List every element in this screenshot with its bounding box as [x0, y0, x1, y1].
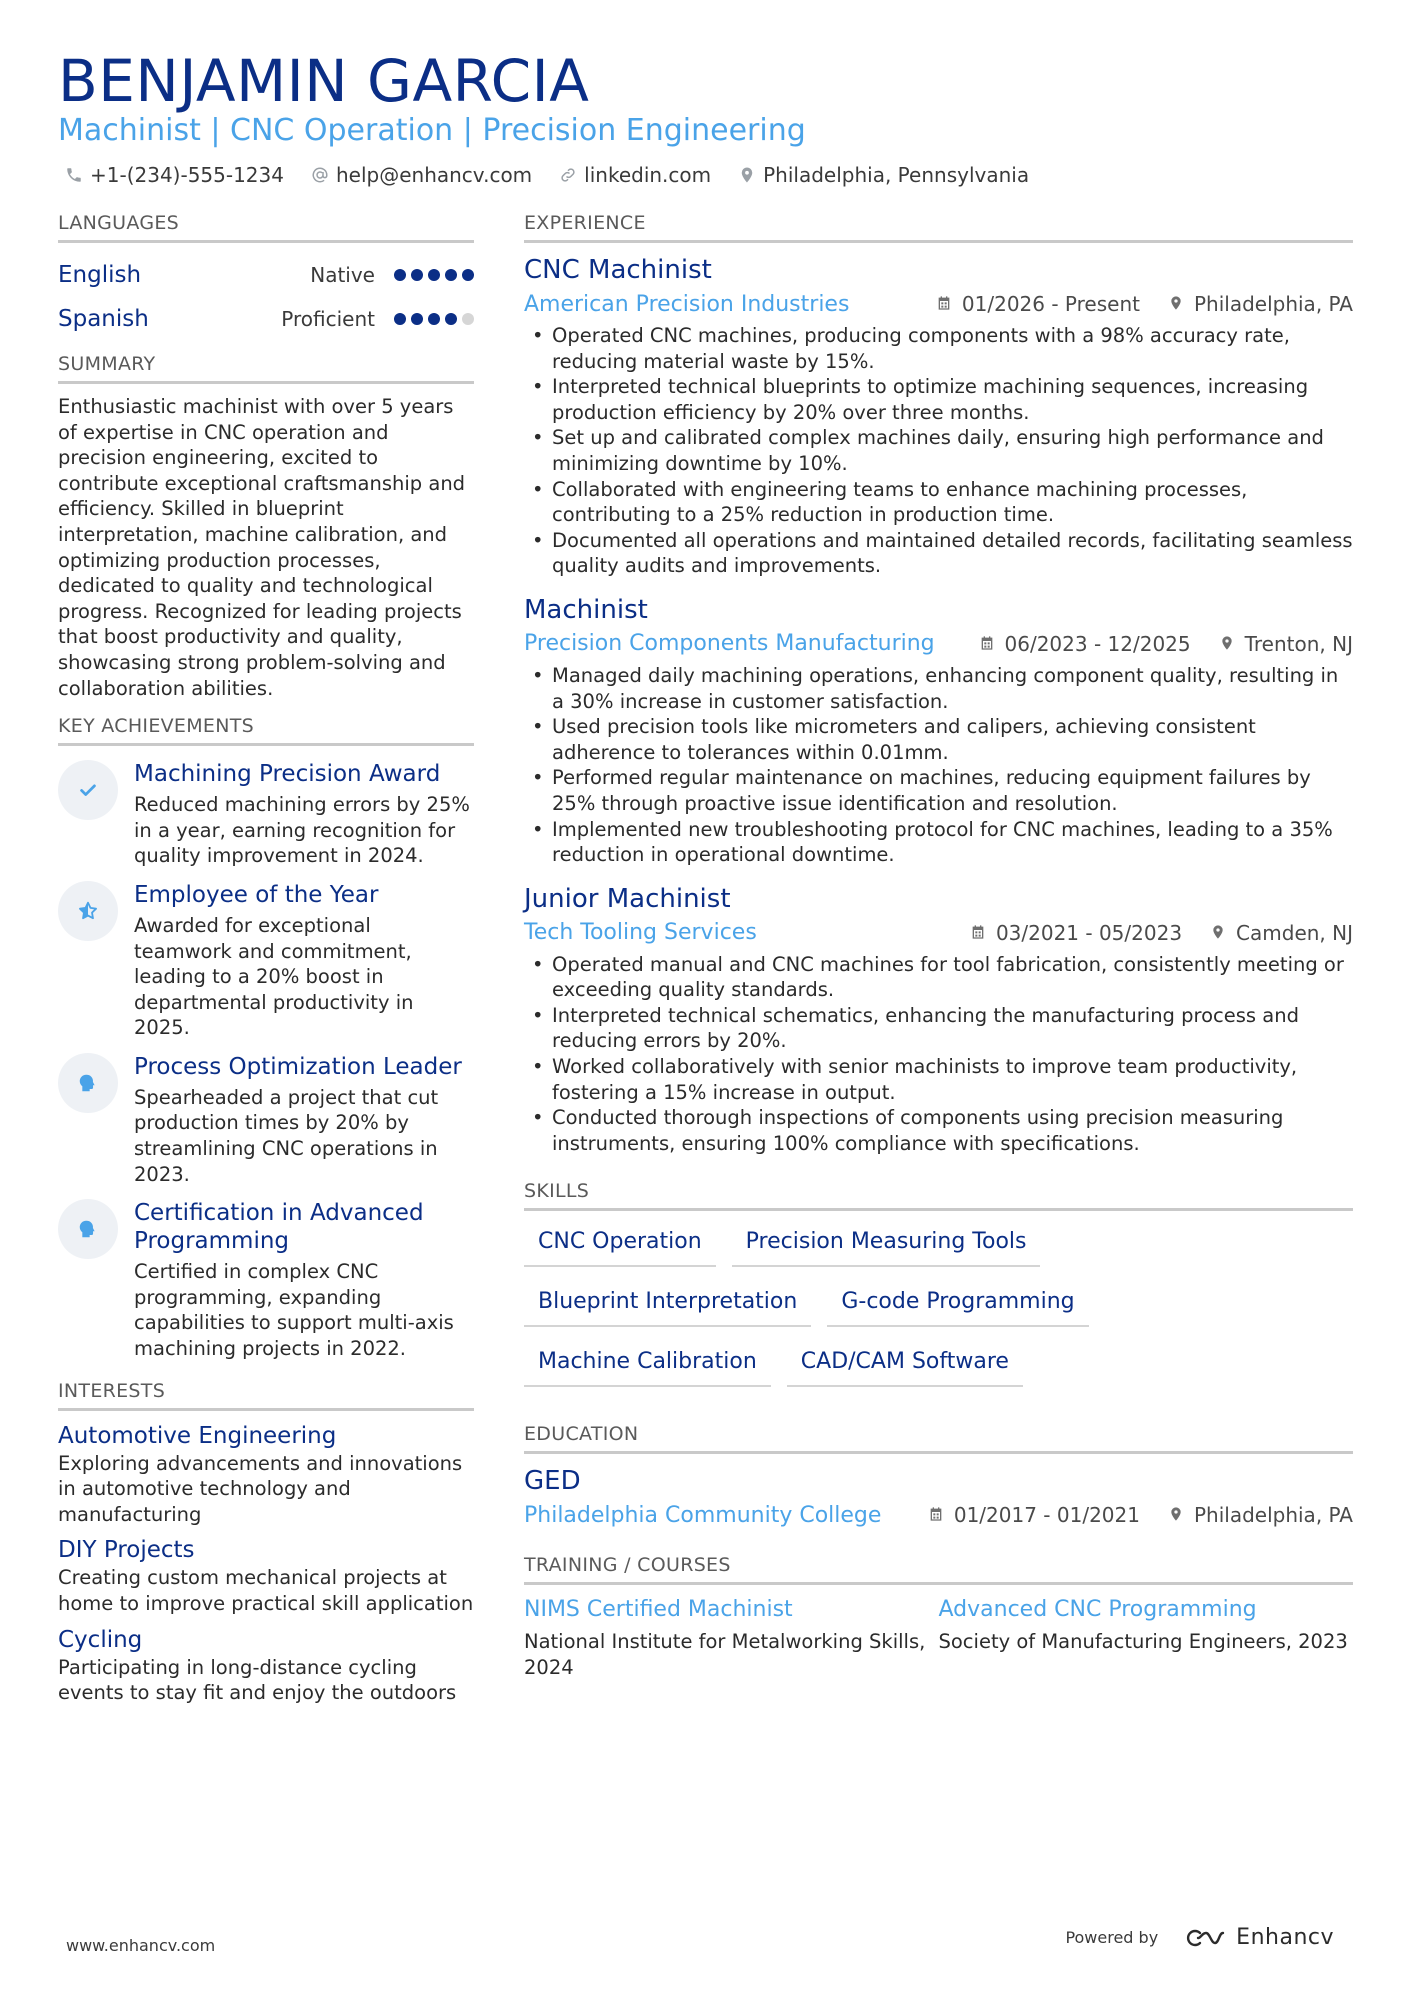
job-title: CNC Machinist [524, 255, 712, 285]
language-level: Proficient [281, 307, 375, 331]
interest-title: Automotive Engineering [58, 1422, 337, 1449]
experience-heading: EXPERIENCE [524, 212, 1353, 243]
job-bullets [524, 663, 1353, 868]
job-dates-text: 01/2026 - Present [961, 292, 1140, 316]
job-entry [524, 253, 1353, 579]
rating-dot [445, 313, 457, 325]
check-icon [58, 760, 118, 820]
job-bullet: • Operated manual and CNC machines for tool fabrication, consistently meeting or exceeding quality standards. [524, 952, 1353, 1003]
contact-location-text: Philadelphia, Pennsylvania [763, 163, 1030, 187]
language-name: Spanish [58, 306, 149, 332]
calendar-icon [928, 1506, 946, 1524]
training-desc: National Institute for Metalworking Skills, 2024 [524, 1630, 926, 1680]
interest-desc: Creating custom mechanical projects at home to improve practical skill application [58, 1566, 474, 1615]
job-bullet: • Conducted thorough inspections of components using precision measuring instruments, ensuring 100% compliance with specifications. [524, 1105, 1353, 1156]
education-dates [928, 1503, 1140, 1527]
achievement-item [58, 881, 474, 1041]
star-icon [58, 881, 118, 941]
languages-list [58, 253, 474, 341]
skill-tag: Precision Measuring Tools [732, 1221, 1041, 1267]
education-degree: GED [524, 1466, 581, 1497]
job-title: Junior Machinist [524, 883, 731, 914]
skill-tag: G-code Programming [827, 1281, 1088, 1327]
brain-icon [58, 1053, 118, 1113]
location-icon [737, 165, 757, 185]
job-bullet: • Worked collaboratively with senior machinists to improve team productivity, fostering a 15% increase in output. [524, 1054, 1353, 1105]
training-item [939, 1595, 1354, 1680]
rating-dot [462, 269, 474, 281]
location-icon [1168, 295, 1186, 313]
rating-dot [445, 269, 457, 281]
education-school: Philadelphia Community College [524, 1502, 882, 1528]
job-dates-text: 03/2021 - 05/2023 [995, 920, 1183, 945]
language-name: English [58, 262, 142, 288]
job-bullets [524, 323, 1353, 579]
interest-item [58, 1421, 474, 1528]
contact-email[interactable] [310, 163, 532, 187]
achievement-desc: Reduced machining errors by 25% in a year, earning recognition for quality improvement in 2024. [134, 793, 470, 868]
skill-tag: Machine Calibration [524, 1341, 771, 1387]
calendar-icon [970, 924, 988, 942]
contact-email-text: help@enhancv.com [335, 163, 533, 187]
achievement-item [58, 760, 474, 869]
achievements-list [58, 760, 474, 1362]
job-company: Tech Tooling Services [524, 920, 757, 946]
achievement-desc: Certified in complex CNC programming, expanding capabilities to support multi-axis machining projects in 2022. [134, 1260, 454, 1361]
skills-heading: SKILLS [524, 1180, 1353, 1211]
job-bullet: • Used precision tools like micrometers and calipers, achieving consistent adherence to tolerances within 0.01mm. [524, 714, 1353, 765]
job-dates [970, 921, 1182, 945]
job-title: Machinist [524, 594, 648, 625]
enhancv-logo-icon [1182, 1926, 1228, 1950]
education-dates-text: 01/2017 - 01/2021 [953, 1503, 1140, 1528]
job-meta [524, 627, 1353, 661]
calendar-icon [936, 295, 954, 313]
education-location-text: Philadelphia, PA [1193, 1503, 1353, 1528]
link-icon [558, 165, 578, 185]
location-icon [1210, 924, 1228, 942]
interest-title: Cycling [58, 1626, 143, 1653]
rating-dot [394, 269, 406, 281]
rating-dot [428, 313, 440, 325]
language-item [58, 297, 474, 341]
education-meta [524, 1498, 1353, 1532]
language-rating [389, 269, 474, 281]
achievement-item [58, 1199, 474, 1361]
job-entry [524, 593, 1353, 868]
training-item [524, 1595, 939, 1680]
job-bullet: • Performed regular maintenance on machines, reducing equipment failures by 25% through proactive issue identification and resolution. [524, 765, 1353, 816]
rating-dot [411, 313, 423, 325]
rating-dot [394, 313, 406, 325]
rating-dot [411, 269, 423, 281]
summary-text: Enthusiastic machinist with over 5 years of expertise in CNC operation and precision engineering, excited to contribute exceptional craftsmanship and efficiency. Skilled in blueprint interpretation, machine calibration, and optimizing production processes, dedicated to quality and technological progress. Recognized for leading projects that boost productivity and quality, showcasing strong problem-solving and collaboration abilities. [58, 395, 466, 700]
job-bullet: • Implemented new troubleshooting protocol for CNC machines, leading to a 35% reduction in operational downtime. [524, 817, 1353, 868]
training-title: Advanced CNC Programming [938, 1597, 1257, 1623]
candidate-name: BENJAMIN GARCIA [58, 47, 590, 115]
footer-website[interactable]: www.enhancv.com [66, 1936, 216, 1955]
job-dates [936, 292, 1140, 316]
training-title: NIMS Certified Machinist [524, 1597, 793, 1623]
training-list [524, 1595, 1353, 1680]
job-location-text: Trenton, NJ [1244, 631, 1353, 656]
summary-heading: SUMMARY [58, 353, 474, 384]
interest-item [58, 1625, 474, 1706]
phone-icon [64, 165, 84, 185]
contact-linkedin-text: linkedin.com [584, 163, 712, 187]
job-meta [524, 287, 1353, 321]
job-bullet: • Collaborated with engineering teams to enhance machining processes, contributing to a 25% reduction in production time. [524, 477, 1353, 528]
job-location [1219, 632, 1353, 656]
contact-phone [64, 163, 284, 187]
languages-heading: LANGUAGES [58, 212, 474, 243]
language-item [58, 253, 474, 297]
achievement-title: Machining Precision Award [134, 761, 441, 788]
candidate-headline: Machinist | CNC Operation | Precision Engineering [58, 113, 806, 148]
powered-by-text: Powered by [1065, 1928, 1159, 1947]
interest-title: DIY Projects [58, 1537, 195, 1564]
achievements-heading: KEY ACHIEVEMENTS [58, 715, 474, 746]
education-location [1168, 1503, 1353, 1527]
skill-tag: Blueprint Interpretation [524, 1281, 811, 1327]
language-rating [389, 313, 474, 325]
achievement-desc: Spearheaded a project that cut production times by 20% by streamlining CNC operations in 2023. [134, 1085, 439, 1186]
training-heading: TRAINING / COURSES [524, 1554, 1353, 1585]
achievement-title: Certification in Advanced Programming [134, 1200, 424, 1255]
contact-linkedin[interactable] [558, 163, 711, 187]
interests-heading: INTERESTS [58, 1380, 474, 1411]
training-desc: Society of Manufacturing Engineers, 2023 [938, 1630, 1348, 1654]
job-location [1168, 292, 1353, 316]
job-company: American Precision Industries [524, 291, 850, 317]
brand-name: Enhancv [1236, 1925, 1334, 1950]
contact-bar [64, 160, 1055, 190]
contact-location [737, 163, 1029, 187]
job-bullet: • Set up and calibrated complex machines daily, ensuring high performance and minimizing downtime by 10%. [524, 425, 1353, 476]
rating-dot [428, 269, 440, 281]
brain-icon [58, 1199, 118, 1259]
job-entry [524, 882, 1353, 1157]
skill-tag: CAD/CAM Software [787, 1341, 1023, 1387]
job-dates-text: 06/2023 - 12/2025 [1004, 631, 1191, 656]
footer-branding [1065, 1925, 1334, 1950]
language-level: Native [310, 263, 375, 287]
interest-item [58, 1535, 474, 1616]
contact-phone-text: +1-(234)-555-1234 [90, 163, 284, 187]
rating-dot [462, 313, 474, 325]
job-company: Precision Components Manufacturing [524, 631, 935, 657]
right-column [524, 212, 1353, 1681]
job-bullet: • Documented all operations and maintained detailed records, facilitating seamless quality audits and improvements. [524, 528, 1353, 579]
email-icon [310, 165, 330, 185]
job-location-text: Philadelphia, PA [1193, 292, 1353, 316]
job-bullet: • Interpreted technical blueprints to optimize machining sequences, increasing production efficiency by 20% over three months. [524, 374, 1353, 425]
interests-list [58, 1421, 474, 1706]
achievement-title: Employee of the Year [134, 881, 379, 908]
education-entry [524, 1464, 1353, 1532]
job-bullets [524, 952, 1353, 1157]
job-bullet: • Managed daily machining operations, enhancing component quality, resulting in a 30% increase in customer satisfaction. [524, 663, 1353, 714]
location-icon [1219, 635, 1237, 653]
skill-tag: CNC Operation [524, 1221, 716, 1267]
job-dates [979, 632, 1191, 656]
achievement-title: Process Optimization Leader [134, 1053, 462, 1080]
job-bullet: • Operated CNC machines, producing components with a 98% accuracy rate, reducing material waste by 15%. [524, 323, 1353, 374]
location-icon [1168, 1506, 1186, 1524]
skills-list [524, 1221, 1353, 1401]
interest-desc: Participating in long-distance cycling events to stay fit and enjoy the outdoors [58, 1655, 457, 1705]
interest-desc: Exploring advancements and innovations in automotive technology and manufacturing [58, 1451, 463, 1526]
job-location-text: Camden, NJ [1236, 920, 1353, 945]
job-location [1210, 921, 1353, 945]
achievement-desc: Awarded for exceptional teamwork and commitment, leading to a 20% boost in departmental productivity in 2025. [134, 913, 414, 1040]
job-bullet: • Interpreted technical schematics, enhancing the manufacturing process and reducing errors by 20%. [524, 1003, 1353, 1054]
job-meta [524, 916, 1353, 950]
left-column [58, 212, 474, 1706]
calendar-icon [979, 635, 997, 653]
education-heading: EDUCATION [524, 1423, 1353, 1454]
achievement-item [58, 1053, 474, 1187]
